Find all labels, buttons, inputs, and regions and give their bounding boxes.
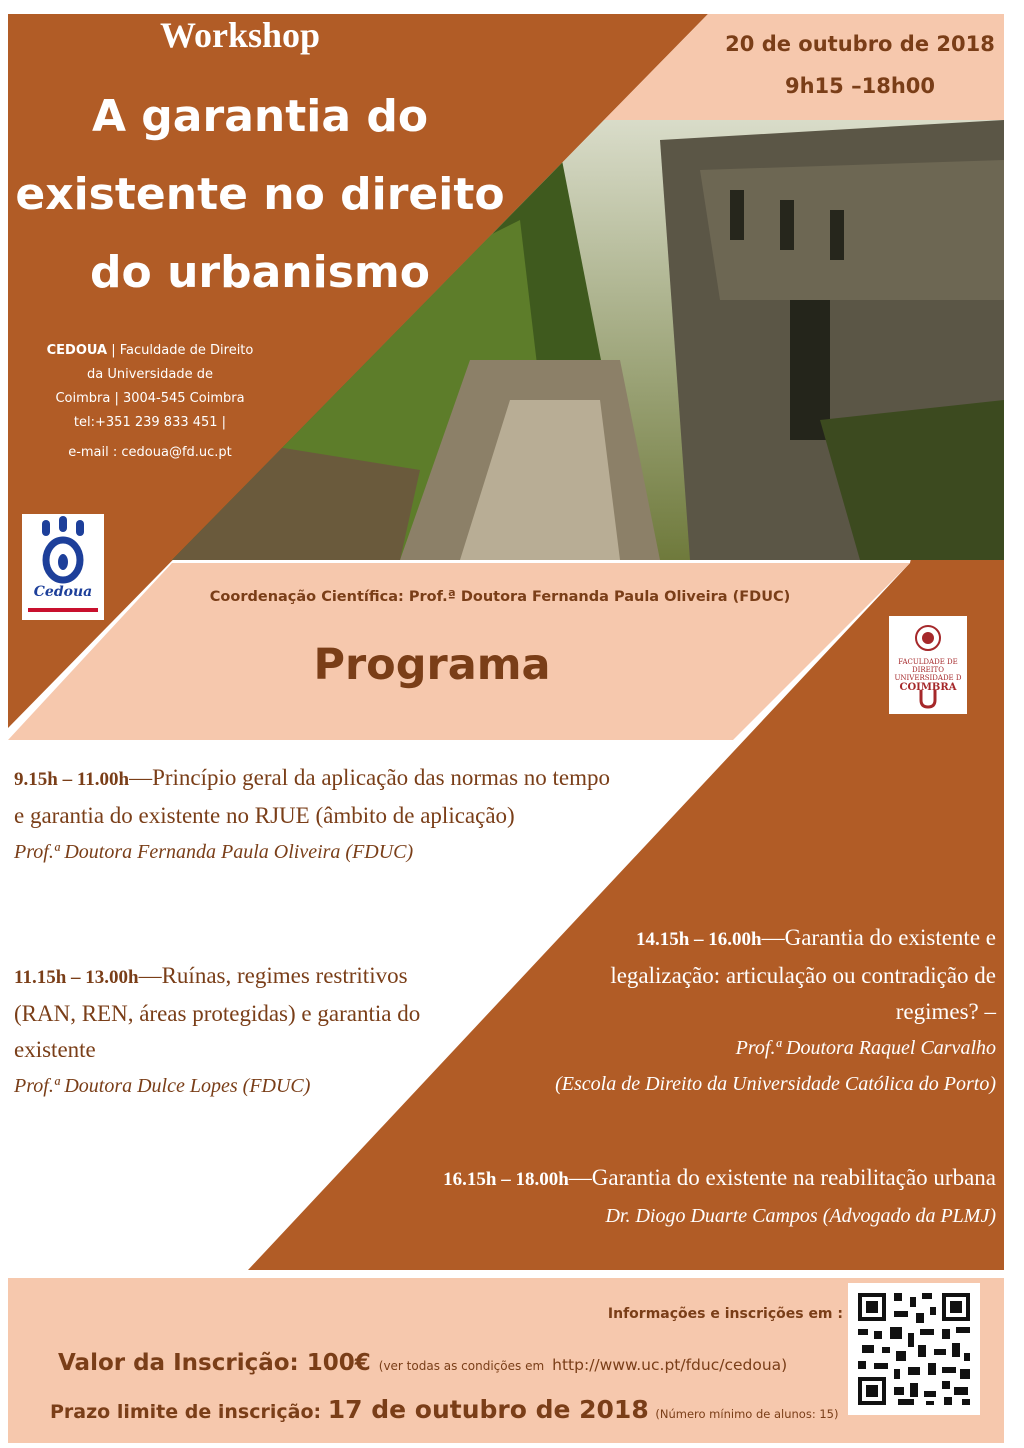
qr-code[interactable] [848,1283,980,1415]
fee-note: (ver todas as condições em [378,1359,545,1373]
session-dash: — [138,963,162,988]
session-title: Princípio geral da aplicação das normas no tempo e garantia do existente no RJUE (âmbito de aplicação) [14,765,611,828]
contact-line: Coimbra | 3004-545 Coimbra [55,391,245,406]
session-dash: — [568,1165,592,1190]
session-dash: — [761,925,785,950]
registration-deadline [50,1395,850,1424]
registration-url-link[interactable]: http://www.uc.pt/fduc/cedoua) [552,1356,788,1374]
contact-org: CEDOUA [46,343,108,358]
event-date: 20 de outubro de 2018 [725,32,995,56]
session-item [14,760,614,870]
cedoua-red-bar [28,608,98,612]
session-affiliation: (Escola de Direito da Universidade Católica do Porto) [555,1073,996,1095]
contact-line: da Universidade de [87,367,213,382]
registration-fee [58,1350,838,1376]
title-line: do urbanismo [90,247,430,298]
session-speaker: Prof.ª Doutora Raquel Carvalho [735,1037,996,1059]
uc-seal-icon [889,616,967,656]
workshop-label: Workshop [160,15,321,55]
session-time: 16.15h – 18.00h [443,1169,569,1190]
programa-heading: Programa [313,640,551,690]
contact-line [20,339,280,363]
session-time: 14.15h – 16.00h [635,929,762,950]
session-item [340,1160,996,1234]
title-line: existente no direito [15,169,505,220]
contact-faculty: | Faculdade de Direito [111,343,254,358]
uc-logo-line: UNIVERSIDADE D [894,674,962,682]
cedoua-emblem-icon [22,514,104,584]
title-line: A garantia do [91,91,429,142]
event-time: 9h15 –18h00 [785,74,935,98]
page-title [10,78,510,312]
registration-info-label: Informações e inscrições em : [607,1306,843,1322]
deadline-label: Prazo limite de inscrição: [50,1401,322,1423]
contact-phone: tel:+351 239 833 451 | [73,415,227,430]
session-speaker: Prof.ª Doutora Dulce Lopes (FDUC) [14,1075,311,1097]
session-speaker: Prof.ª Doutora Fernanda Paula Oliveira (FDUC) [14,841,414,863]
fee-label: Valor da Inscrição: 100€ [58,1350,371,1376]
session-item [540,920,996,1102]
uc-u-icon [918,688,938,710]
session-item [14,958,474,1104]
session-time: 11.15h – 13.00h [14,967,139,988]
uc-logo-line: COIMBRA [899,682,957,693]
session-title: Ruínas, regimes restritivos (RAN, REN, áreas protegidas) e garantia do existente [14,963,421,1062]
contact-email: e-mail : cedoua@fd.uc.pt [68,445,232,460]
session-title: Garantia do existente e legalização: articulação ou contradição de regimes? – [610,925,996,1024]
qr-code-icon [848,1283,980,1415]
coordination-line: Coordenação Científica: Prof.ª Doutora Fernanda Paula Oliveira (FDUC) [209,589,791,605]
session-title: Garantia do existente na reabilitação urbana [591,1165,996,1190]
uc-coimbra-logo [889,616,967,714]
session-time: 9.15h – 11.00h [14,769,130,790]
min-students-note: (Número mínimo de alunos: 15) [655,1407,839,1421]
contact-block [20,339,280,465]
cedoua-logo-text: Cedoua [33,584,93,600]
cedoua-logo [22,514,104,620]
deadline-date: 17 de outubro de 2018 [327,1395,649,1424]
session-dash: — [129,765,153,790]
session-speaker: Dr. Diogo Duarte Campos (Advogado da PLMJ) [605,1205,996,1227]
uc-logo-line: FACULDADE DE DIREITO [898,658,958,674]
